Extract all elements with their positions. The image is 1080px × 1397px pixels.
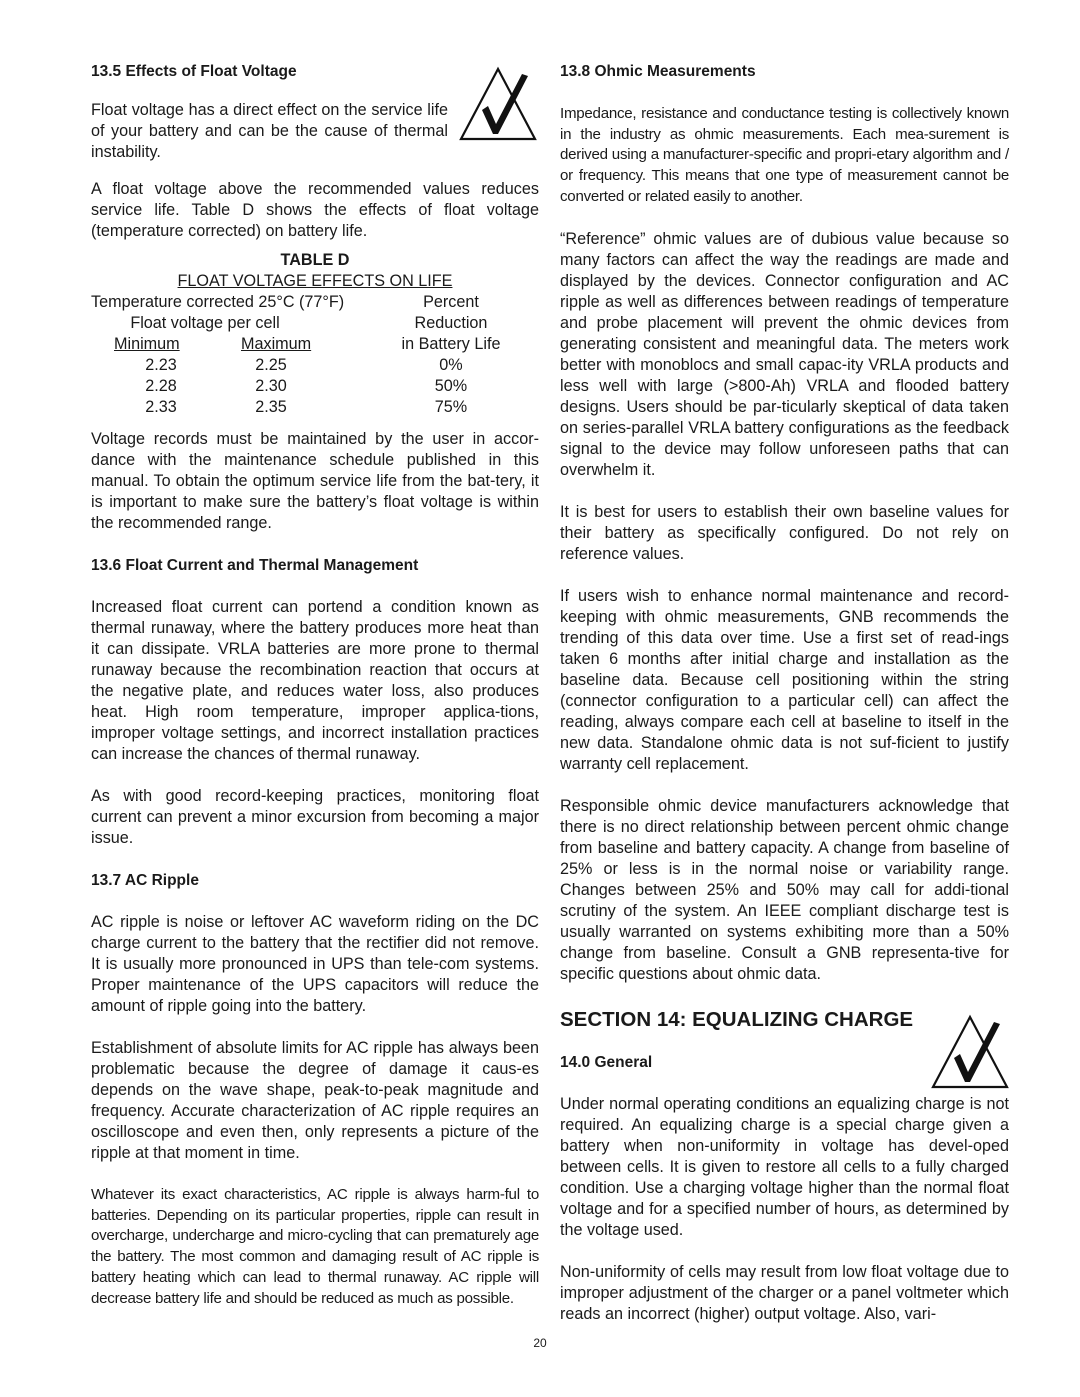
table-header-maximum: Maximum xyxy=(241,335,312,353)
section-14-title: SECTION 14: EQUALIZING CHARGE xyxy=(560,1008,914,1031)
table-cell: 2.28 xyxy=(145,377,177,395)
section-14-0-heading: 14.0 General xyxy=(560,1054,653,1071)
section-13-5-heading: 13.5 Effects of Float Voltage xyxy=(91,63,297,80)
section-14-paragraph-1: Under normal operating conditions an equalizing charge is not required. An equalizing charge is a special charge given a battery when non-uniformity in voltage has devel-oped between cells. It is given to restore all cells to a fully charged condition. Use a charging voltage higher than the normal float voltage and for a specified number of hours, as determined by the voltage used. xyxy=(560,1095,1009,1239)
checkmark-triangle-icon xyxy=(458,66,538,147)
voltage-records-paragraph: Voltage records must be maintained by the user in accor-dance with the maintenance schedule published in this manual. To obtain the optimum service life from the bat-tery, it is important to make sure the battery’s float voltage is within the recommended range. xyxy=(91,430,539,532)
section-13-6-paragraph-1: Increased float current can portend a condition known as thermal runaway, where the battery produces more heat than it can dissipate. VRLA batteries are more prone to thermal runaway because the recombination reaction that occurs at the negative plate, and reduces water loss, also produces heat. High room temperature, improper applica-tions, improper voltage settings, and incorrect installation practices can increase the chances of thermal runaway. xyxy=(91,598,539,763)
table-cell: 2.30 xyxy=(255,377,287,395)
section-13-6-paragraph-2: As with good record-keeping practices, monitoring float current can prevent a minor excursion from becoming a major issue. xyxy=(91,787,539,847)
section-13-7-paragraph-2: Establishment of absolute limits for AC ripple has always been problematic because the degree of damage it caus-es depends on the wave shape, peak-to-peak magnitude and frequency. Accurate characterization of AC ripple requires an oscilloscope and even then, only represents a picture of the ripple at that moment in time. xyxy=(91,1039,539,1162)
table-cell: 0% xyxy=(439,356,463,374)
section-13-5-paragraph-2: A float voltage above the recommended values reduces service life. Table D shows the effects of float voltage (temperature corrected) on battery life. xyxy=(91,180,539,240)
table-cell: 2.33 xyxy=(145,398,177,416)
table-header-temperature: Temperature corrected 25°C (77°F) xyxy=(91,293,345,311)
section-13-8-paragraph-4: If users wish to enhance normal maintenance and record-keeping with ohmic measurements, GNB recommends the trending of this data over time. Use a first set of read-ings taken 6 months after initial charge and installation as the baseline data. Because cell positioning within the string (connector configuration to a particular cell) can affect the reading, always compare each cell at baseline to itself in the new data. Standalone ohmic data is not suf-ficient to justify warranty cell replacement. xyxy=(560,587,1009,773)
table-cell: 50% xyxy=(434,377,468,395)
section-13-8-paragraph-1: Impedance, resistance and conductance testing is collectively known in the industry as ohmic measurements. Each mea-surement is derived using a manufacturer-specific and propri-etary algorithm and / or frequency. This means that one type of measurement cannot be converted or related easily to another. xyxy=(560,105,1009,205)
section-13-6-heading: 13.6 Float Current and Thermal Management xyxy=(91,557,419,574)
table-cell: 2.25 xyxy=(255,356,287,374)
table-header-float-voltage: Float voltage per cell xyxy=(130,314,280,332)
page-number: 20 xyxy=(533,1336,547,1350)
checkmark-triangle-icon xyxy=(930,1014,1010,1095)
section-14-paragraph-2: Non-uniformity of cells may result from low float voltage due to improper adjustment of the charger or a panel voltmeter which reads an incorrect (higher) output voltage. Also, vari- xyxy=(560,1263,1009,1323)
table-cell: 75% xyxy=(434,398,468,416)
table-cell: 2.35 xyxy=(255,398,287,416)
section-13-8-paragraph-5: Responsible ohmic device manufacturers acknowledge that there is no direct relationship between percent ohmic change from baseline and battery capacity. A change from baseline of 25% or less is in the normal noise or variability range. Changes between 25% and 50% may call for addi-tional scrutiny of the system. An IEEE compliant discharge test is usually warranted on systems exhibiting more than a 50% change from baseline. Consult a GNB representa-tive for specific questions about ohmic data. xyxy=(560,797,1009,983)
section-13-7-heading: 13.7 AC Ripple xyxy=(91,872,199,889)
table-label: TABLE D xyxy=(280,251,350,269)
section-13-5-paragraph-1: Float voltage has a direct effect on the service life of your battery and can be the cause of thermal instability. xyxy=(91,101,448,161)
section-13-8-paragraph-2: “Reference” ohmic values are of dubious value because so many factors can affect the way the readings are made and displayed by the devices. Connector configuration and AC ripple as well as differences between readings of temperature and probe placement will prevent the ohmic devices from generating consistent and meaningful data. The meters work better with monoblocs and small capac-ity VRLA products and less well with large (>800-Ah) VRLA and flooded battery designs. Users should be par-ticularly skeptical of data taken on series-parallel VRLA battery configurations as the feedback signal to the device may follow unforeseen paths that can overwhelm it. xyxy=(560,230,1009,479)
table-header-reduction: Reduction xyxy=(414,314,488,332)
section-13-7-paragraph-3: Whatever its exact characteristics, AC ripple is always harm-ful to batteries. Depending on its particular properties, ripple can result in overcharge, undercharge and micro-cycling that can prematurely age the battery. The most common and damaging result of AC ripple is battery heating which can lead to thermal runaway. AC ripple will decrease battery life and should be reduced as much as possible. xyxy=(91,1186,539,1307)
table-cell: 2.23 xyxy=(145,356,177,374)
table-header-percent: Percent xyxy=(423,293,479,311)
table-title: FLOAT VOLTAGE EFFECTS ON LIFE xyxy=(177,272,453,290)
section-13-8-heading: 13.8 Ohmic Measurements xyxy=(560,63,756,80)
table-header-battery-life: in Battery Life xyxy=(401,335,501,353)
section-13-8-paragraph-3: It is best for users to establish their own baseline values for their battery as specifically configured. Do not rely on reference values. xyxy=(560,503,1009,563)
table-header-minimum: Minimum xyxy=(114,335,180,353)
section-13-7-paragraph-1: AC ripple is noise or leftover AC waveform riding on the DC charge current to the battery that the rectifier did not remove. It is usually more pronounced in UPS than tele-com systems. Proper maintenance of the UPS capacitors will reduce the amount of ripple going into the battery. xyxy=(91,913,539,1015)
